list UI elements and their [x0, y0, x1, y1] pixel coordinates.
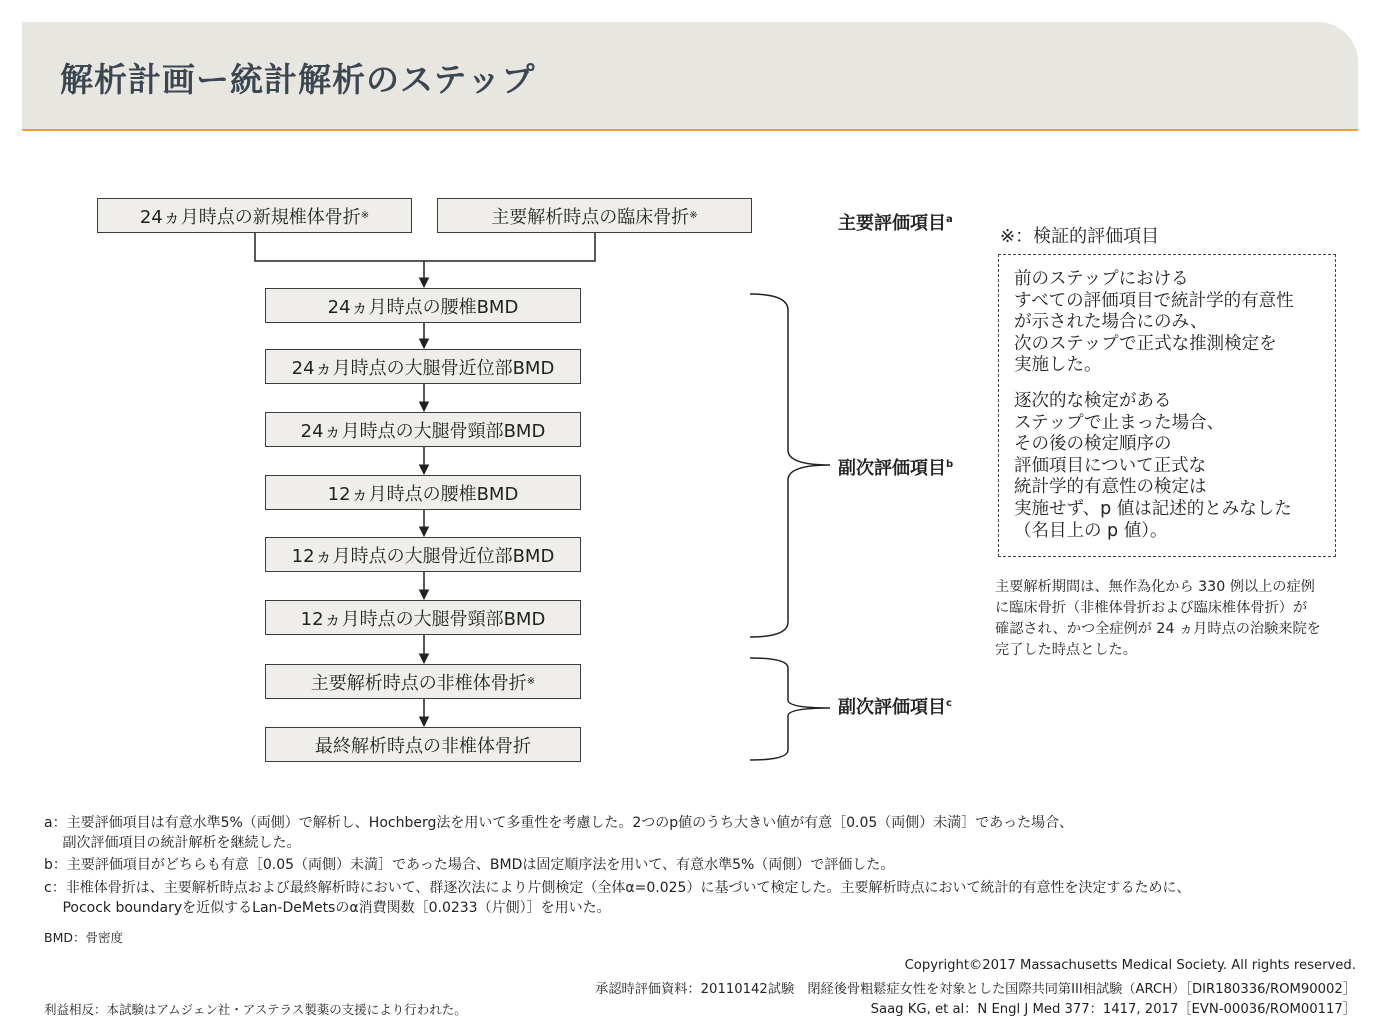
conflict-of-interest: 利益相反：本試験はアムジェン社・アステラス製薬の支援により行われた。: [44, 1002, 467, 1017]
flow-step-label: 24ヵ月時点の大腿骨頸部BMD: [300, 420, 546, 442]
confirmatory-mark: ※: [526, 676, 536, 687]
merge-line: [255, 232, 595, 261]
primary-endpoint-label: [838, 209, 953, 235]
confirmatory-mark: ※: [360, 210, 370, 221]
analysis-period-note: 主要解析期間は、無作為化から 330 例以上の症例 に臨床骨折（非椎体骨折および臨床椎体骨折）が 確認され、かつ全症例が 24 ヵ月時点の治験来院を 完了した時点とした。: [995, 579, 1321, 658]
label-text: 副次評価項目: [838, 458, 946, 479]
label-sup: c: [946, 698, 952, 709]
citation-line: Saag KG, et al：N Engl J Med 377：1417, 2017［EVN-00036/ROM00117］: [870, 1002, 1356, 1017]
confirmatory-mark: ※: [689, 210, 698, 221]
label-sup: b: [946, 459, 954, 470]
footnote-c: c：非椎体骨折は、主要解析時点および最終解析時において、群逐次法により片側検定（全体α=0.025）に基づいて検定した。主要解析時点において統計的有意性を決定するために、 Pocock boundaryを近似するLan-DeMetsのα消費関数［0.0233（片側）］を用いた。: [44, 880, 1191, 916]
flow-step-label: 24ヵ月時点の大腿骨近位部BMD: [291, 357, 555, 379]
confirmatory-note-title: ※：検証的評価項目: [1000, 226, 1160, 247]
flow-step-label: 12ヵ月時点の腰椎BMD: [327, 483, 519, 505]
flow-step-label: 最終解析時点の非椎体骨折: [315, 735, 531, 757]
flow-step: [265, 664, 581, 699]
secondary-endpoint-label-c: [838, 693, 952, 719]
flow-step-label: 24ヵ月時点の腰椎BMD: [327, 296, 519, 318]
flow-step: [265, 537, 581, 572]
flow-step: [265, 475, 581, 510]
source-line: 承認時評価資料：20110142試験 閉経後骨粗鬆症女性を対象とした国際共同第III相試験（ARCH）［DIR180336/ROM90002］: [595, 982, 1356, 997]
footnote-a: a：主要評価項目は有意水準5%（両側）で解析し、Hochberg法を用いて多重性を考慮した。2つのp値のうち大きい値が有意［0.05（両側）未満］であった場合、 副次評価項目の統計解析を継続した。: [44, 815, 1074, 851]
note-paragraph: 前のステップにおける すべての評価項目で統計学的有意性 が示された場合にのみ、 次のステップで正式な推測検定を 実施した。: [1014, 269, 1294, 376]
copyright-line: Copyright©2017 Massachusetts Medical Society. All rights reserved.: [904, 958, 1356, 973]
flow-step-label: 12ヵ月時点の大腿骨頸部BMD: [300, 608, 546, 630]
flow-box-clinical-fracture: [437, 198, 752, 233]
flow-box-label: 24ヵ月時点の新規椎体骨折: [139, 206, 361, 228]
footnote-bmd: BMD：骨密度: [44, 930, 123, 945]
flow-step: [265, 349, 581, 384]
flow-box-label: 主要解析時点の臨床骨折: [491, 206, 690, 228]
flow-step: [265, 727, 581, 762]
brace-secondary-b: [750, 294, 830, 637]
label-sup: a: [946, 214, 953, 225]
secondary-endpoint-label-b: [838, 454, 953, 480]
note-paragraph: 逐次的な検定がある ステップで止まった場合、 その後の検定順序の 評価項目について正式な 統計学的有意性の検定は 実施せず、p 値は記述的とみなした （名目上の p 値）。: [1014, 390, 1292, 541]
footnote-b: b：主要評価項目がどちらも有意［0.05（両側）未満］であった場合、BMDは固定順序法を用いて、有意水準5%（両側）で評価した。: [44, 857, 895, 873]
flow-step: [265, 412, 581, 447]
label-text: 主要評価項目: [838, 213, 946, 234]
flow-step: [265, 288, 581, 323]
flow-step: [265, 600, 581, 635]
brace-secondary-c: [750, 658, 830, 760]
flow-step-label: 主要解析時点の非椎体骨折: [310, 672, 527, 694]
flow-step-label: 12ヵ月時点の大腿骨近位部BMD: [291, 545, 555, 567]
sequential-testing-note: [998, 254, 1336, 557]
page-title: 解析計画ー統計解析のステップ: [60, 60, 536, 99]
flow-box-new-vertebral-fracture: [97, 198, 412, 233]
label-text: 副次評価項目: [838, 697, 946, 718]
